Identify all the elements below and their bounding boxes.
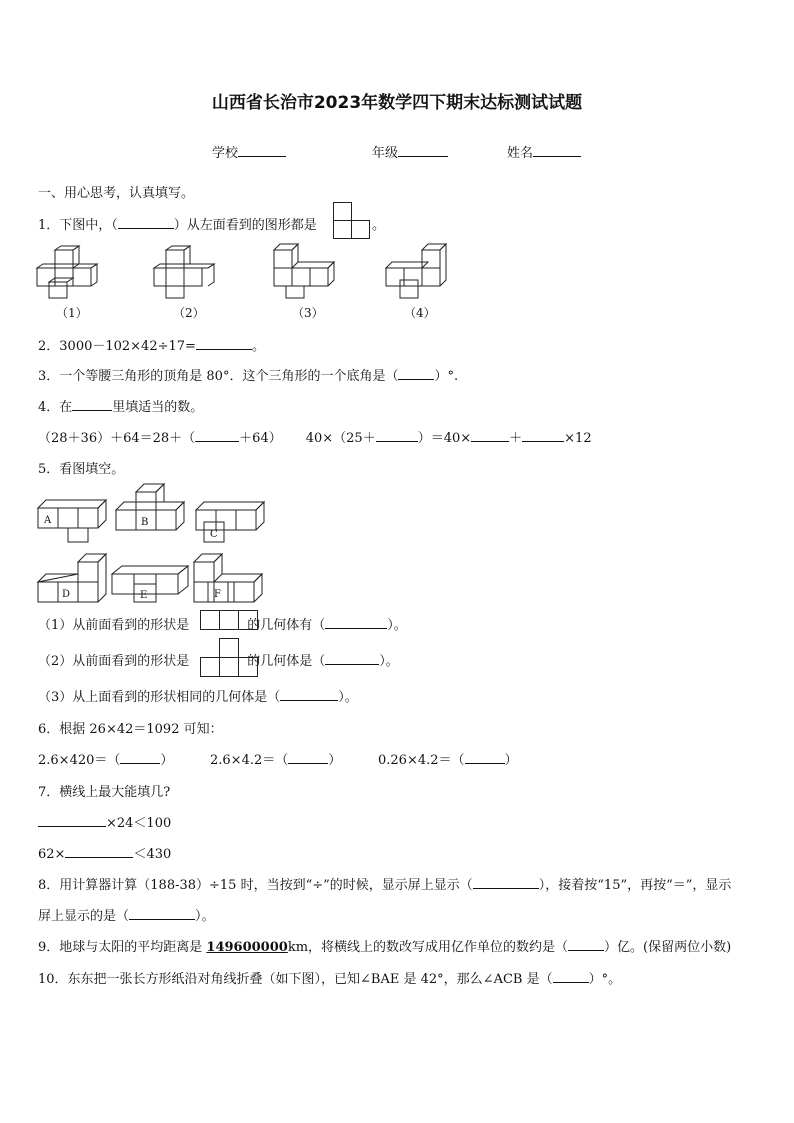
q6-blank-3[interactable]: [465, 751, 505, 764]
question-5: 5．看图填空。: [38, 462, 125, 477]
name-blank[interactable]: [533, 144, 581, 157]
school-blank[interactable]: [238, 144, 286, 157]
figure-caption-2: （2）: [173, 306, 205, 320]
question-3: 3．一个等腰三角形的顶角是 80°．这个三角形的一个底角是（ ）°.: [38, 369, 459, 384]
q4-sample-blank: [72, 398, 112, 411]
q9-underlined-number: 149600000: [206, 940, 288, 955]
question-10: 10．东东把一张长方形纸沿对角线折叠（如下图），已知∠BAE 是 42°，那么∠ACB 是（ ）°。: [38, 972, 622, 987]
section-heading: 一、用心思考，认真填写。: [38, 186, 195, 201]
q6-blank-2[interactable]: [288, 751, 328, 764]
name-field: 姓名: [507, 142, 581, 161]
page-title: 山西省长治市2023年数学四下期末达标测试试题: [211, 93, 583, 113]
q4-blank-3[interactable]: [471, 429, 509, 442]
school-field: 学校: [212, 142, 286, 161]
solid-figure-d: [38, 554, 110, 604]
cube-figure-2: [154, 246, 224, 298]
question-2: 2．3000－102×42÷17= 。: [38, 339, 265, 354]
question-7: 7．横线上最大能填几?: [38, 785, 171, 800]
q2-blank[interactable]: [196, 337, 252, 350]
question-9: 9．地球与太阳的平均距离是 149600000km，将横线上的数改写成用亿作单位的数约是（ ）亿。(保留两位小数): [38, 940, 732, 955]
solid-figure-b: [116, 484, 188, 536]
grade-field: 年级: [372, 142, 448, 161]
question-1: 1．下图中，（ ）从左面看到的图形都是: [38, 218, 317, 233]
question-8-cont: 屏上显示的是（ ）。: [38, 909, 215, 924]
q5-2-blank[interactable]: [325, 652, 379, 665]
q8-blank-2[interactable]: [129, 907, 195, 920]
q6-blank-1[interactable]: [120, 751, 160, 764]
q5-1-blank[interactable]: [325, 616, 387, 629]
label-b: B: [141, 517, 149, 528]
q1-blank[interactable]: [118, 216, 174, 229]
question-8: 8．用计算器计算（188-38）÷15 时，当按到“÷”的时候，显示屏上显示（ ），接着按“15”，再按“＝”，显示: [38, 878, 732, 893]
q8-blank-1[interactable]: [473, 876, 539, 889]
question-5-part-1: （1）从前面看到的形状是 的几何体有（ ）。: [38, 618, 407, 633]
label-d: D: [62, 589, 71, 600]
q7-line-b: 62× ＜430: [38, 847, 172, 862]
q5-3-blank[interactable]: [280, 688, 338, 701]
q3-blank[interactable]: [398, 367, 434, 380]
q7-blank-1[interactable]: [38, 814, 106, 827]
q4-blank-1[interactable]: [195, 429, 239, 442]
question-4: 4．在 里填适当的数。: [38, 400, 204, 415]
label-a: A: [44, 515, 52, 526]
q4-blank-2[interactable]: [376, 429, 418, 442]
q10-blank[interactable]: [553, 970, 589, 983]
q6-item-2: 2.6×4.2＝（ ）: [210, 753, 342, 768]
solid-figure-a: [38, 500, 110, 544]
label-c: C: [210, 529, 218, 540]
q7-line-a: ×24＜100: [38, 812, 171, 831]
q7-blank-2[interactable]: [65, 845, 133, 858]
label-f: F: [214, 589, 221, 600]
question-6: 6．根据 26×42＝1092 可知：: [38, 722, 223, 737]
question-4-equations: （28＋36）＋64＝28＋（ ＋64） 40×（25＋ ）＝40× ＋ ×12: [38, 431, 592, 446]
solid-figure-e: [112, 562, 192, 604]
figure-caption-3: （3）: [292, 306, 324, 320]
solid-figure-c: [196, 502, 268, 544]
cube-figure-3: [274, 244, 344, 298]
solid-figure-f: [194, 554, 266, 604]
label-e: E: [140, 590, 148, 601]
q1-period: 。: [372, 218, 386, 233]
question-5-part-3: （3）从上面看到的形状相同的几何体是（ ）。: [38, 690, 358, 705]
front-view-t-figure: [200, 638, 258, 678]
left-view-figure: [333, 202, 371, 240]
figure-caption-1: （1）: [56, 306, 88, 320]
figure-caption-4: （4）: [404, 306, 436, 320]
question-5-part-2: （2）从前面看到的形状是 的几何体是（ ）。: [38, 654, 399, 669]
q4-blank-4[interactable]: [522, 429, 564, 442]
q6-item-1: 2.6×420＝（ ）: [38, 753, 174, 768]
q9-blank[interactable]: [568, 938, 604, 951]
cube-figure-1: [37, 246, 107, 298]
cube-figure-4: [386, 244, 456, 298]
q6-item-3: 0.26×4.2＝（ ）: [378, 753, 518, 768]
front-view-row-figure: [200, 610, 258, 630]
grade-blank[interactable]: [398, 144, 448, 157]
